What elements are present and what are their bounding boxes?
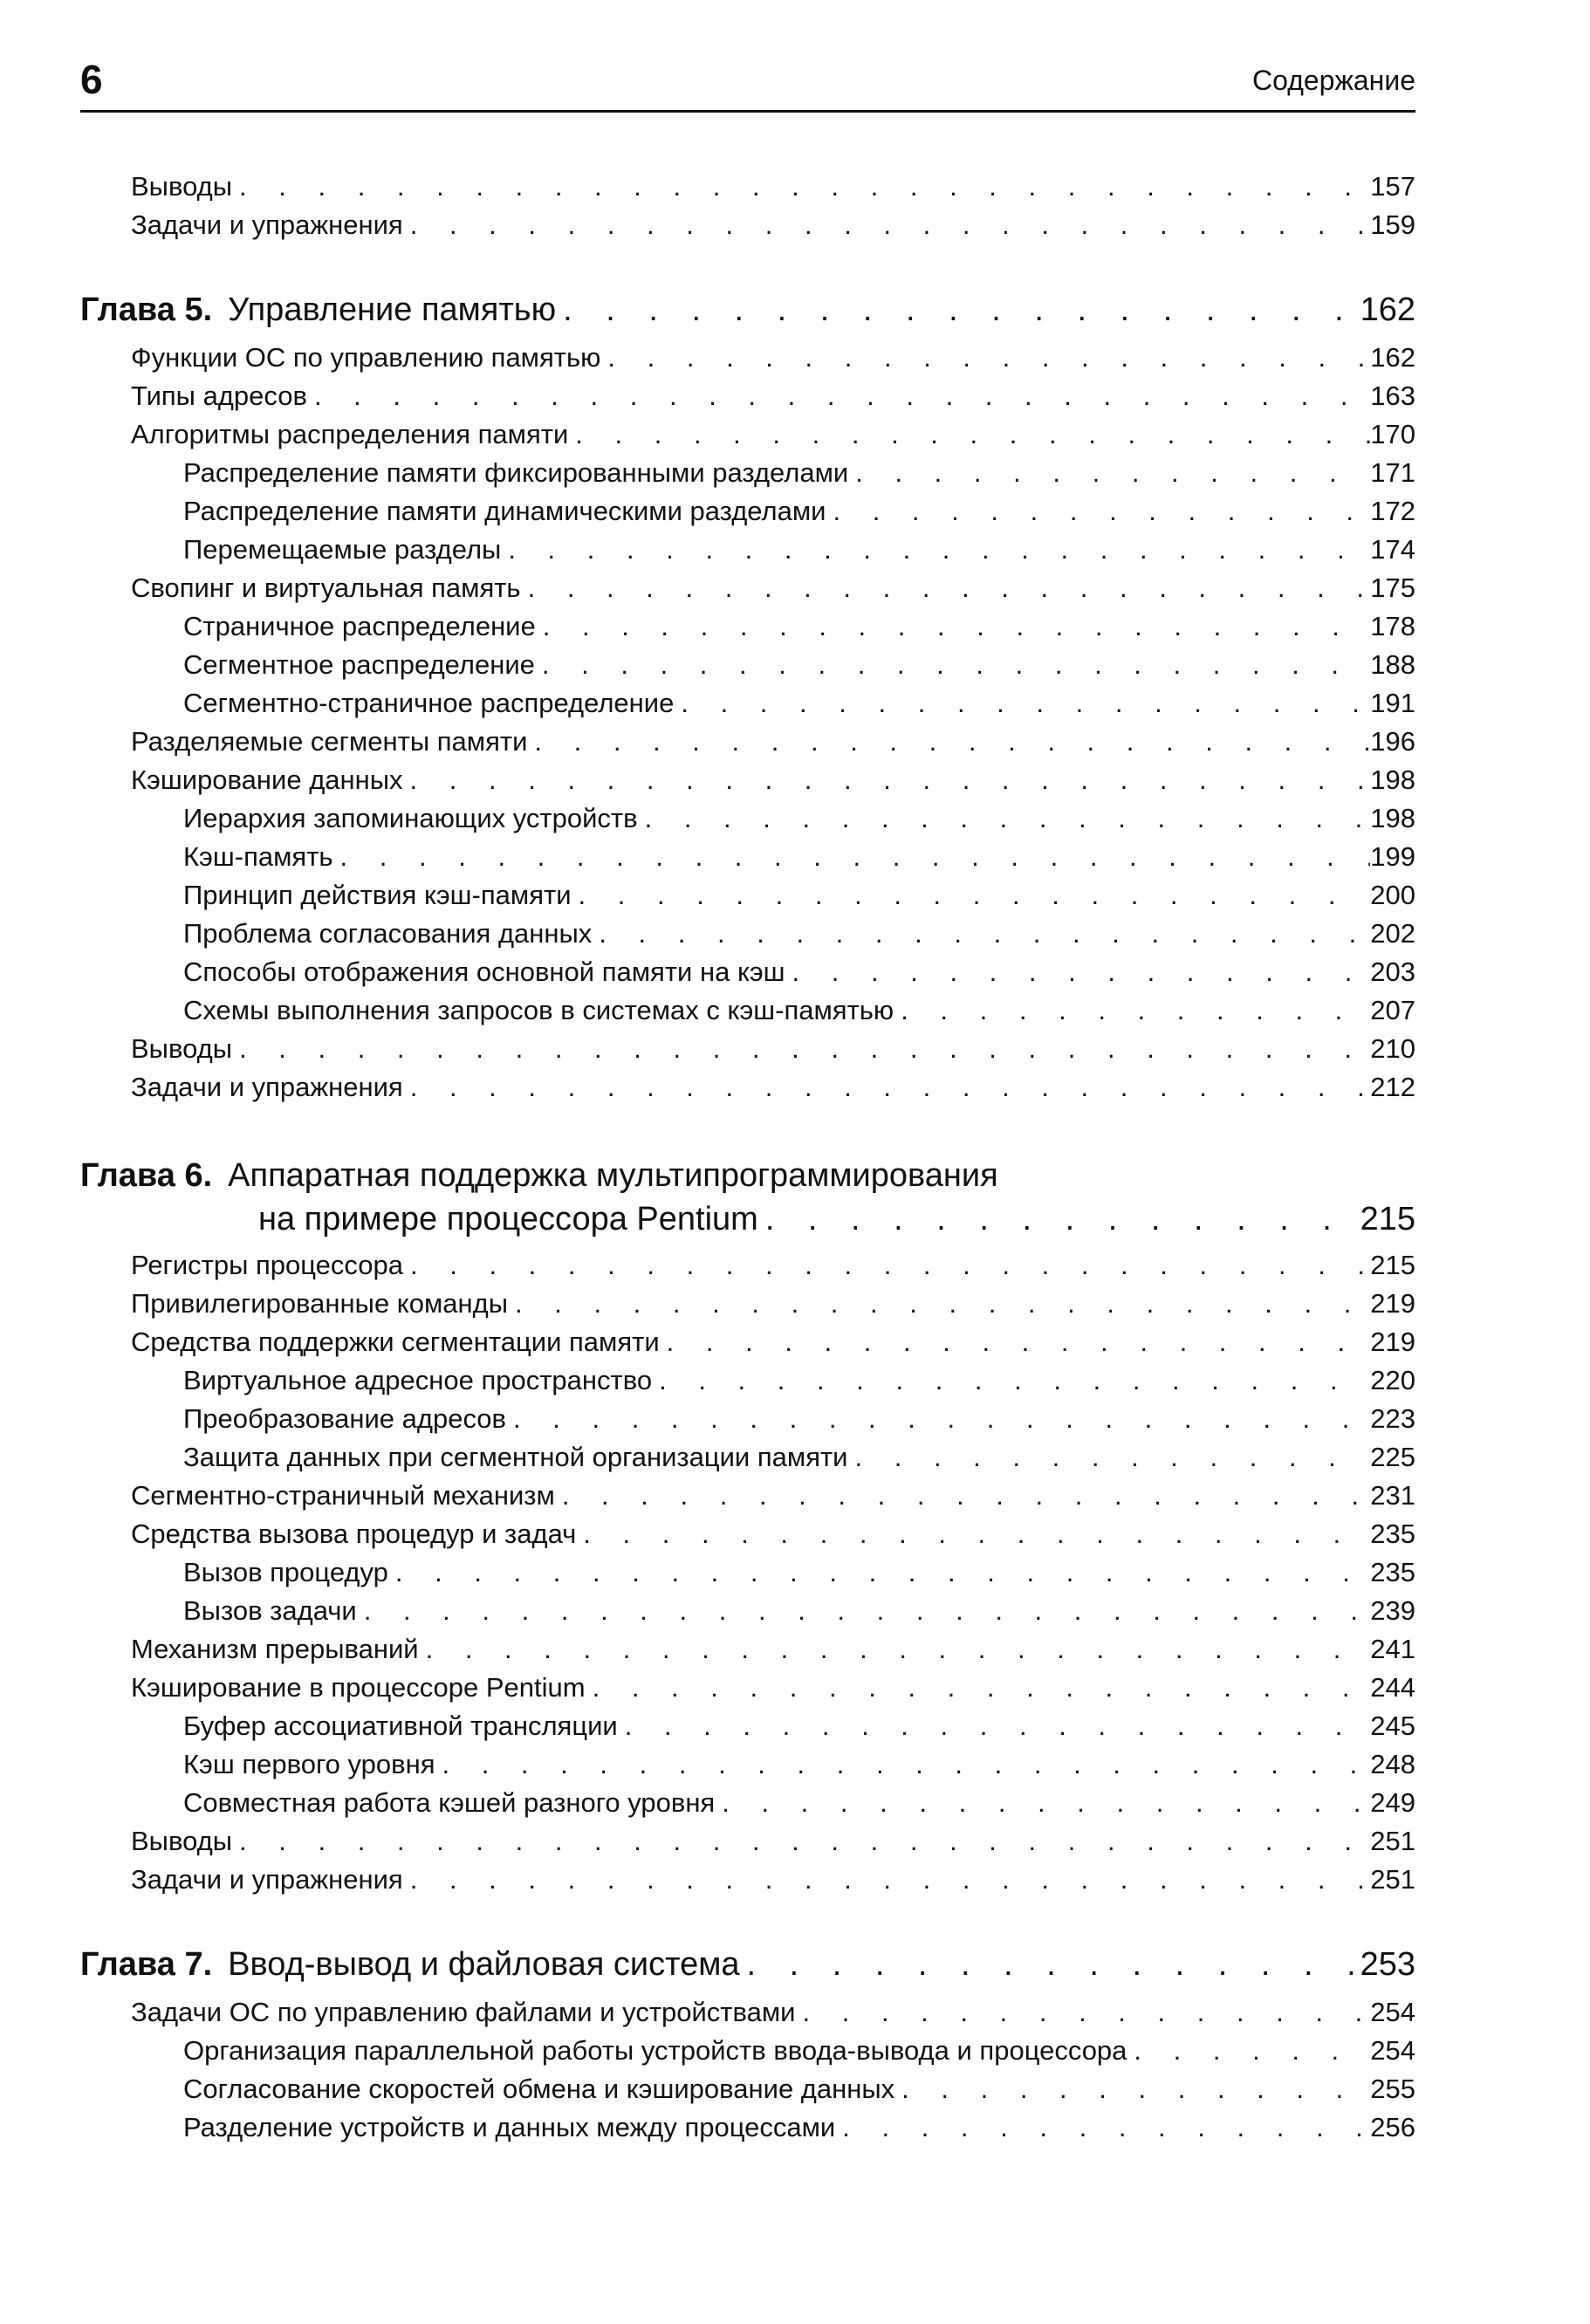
toc-entry-page: 159	[1370, 209, 1415, 240]
toc-entry-page: 235	[1370, 1557, 1415, 1587]
toc-entry-page: 223	[1370, 1403, 1415, 1434]
toc-entry-page: 200	[1370, 880, 1415, 910]
toc-entry-page: 203	[1370, 956, 1415, 987]
toc-entry-title: Разделение устройств и данных между процессами	[183, 2112, 836, 2142]
toc-entry-page: 196	[1370, 726, 1415, 757]
toc-entry-page: 170	[1370, 419, 1415, 449]
toc-subentry	[183, 496, 1415, 527]
toc-entry-title: Задачи ОС по управлению файлами и устройствами	[131, 1997, 796, 2027]
leader-dots	[357, 1595, 1371, 1627]
toc-entry-title: Механизм прерываний	[131, 1634, 419, 1664]
toc-entry-title: Схемы выполнения запросов в системах с кэш-памятью	[183, 995, 894, 1025]
leader-dots	[403, 1250, 1370, 1281]
leader-dots	[618, 1710, 1371, 1742]
toc-entry-title: Проблема согласования данных	[183, 918, 593, 949]
leader-dots	[232, 1826, 1370, 1857]
leader-dots	[527, 726, 1370, 758]
toc-entry	[131, 1518, 1415, 1550]
toc-entry-page: 210	[1370, 1033, 1415, 1064]
toc-entry-title: Кэширование данных	[131, 764, 403, 795]
toc-entry-title: Иерархия запоминающих устройств	[183, 803, 638, 833]
leader-dots	[307, 380, 1370, 412]
toc-entry-title: Задачи и упражнения	[131, 1072, 403, 1102]
toc-entry-title: Функции ОС по управлению памятью	[131, 342, 601, 373]
toc-entry	[131, 1327, 1415, 1358]
chapter-title: Ввод-вывод и файловая система	[228, 1946, 740, 1983]
toc-entry-page: 256	[1370, 2112, 1415, 2142]
toc-entry	[131, 1634, 1415, 1665]
toc-entry-page: 239	[1370, 1595, 1415, 1626]
chapter-label: Глава 6.	[80, 1157, 213, 1194]
leader-dots	[388, 1557, 1370, 1588]
leader-dots	[403, 209, 1371, 241]
toc-entry	[131, 1033, 1415, 1065]
toc-entry-title: Совместная работа кэшей разного уровня	[183, 1787, 716, 1818]
toc-entry-page: 244	[1370, 1672, 1415, 1703]
leader-dots	[568, 419, 1370, 450]
leader-dots	[758, 1201, 1360, 1238]
toc-subentry	[183, 2112, 1415, 2143]
chapter-title: Управление памятью	[228, 291, 557, 328]
toc-entry-title: Разделяемые сегменты памяти	[131, 726, 528, 757]
leader-dots	[739, 1946, 1360, 1984]
leader-dots	[835, 2112, 1370, 2143]
toc-subentry	[183, 457, 1415, 489]
toc-entry-title: Способы отображения основной памяти на кэш	[183, 956, 785, 987]
leader-dots	[419, 1634, 1371, 1665]
running-head	[80, 54, 1415, 113]
toc-entry-page: 248	[1370, 1749, 1415, 1779]
toc-entry	[131, 1480, 1415, 1512]
toc-entry-title: Виртуальное адресное пространство	[183, 1365, 653, 1395]
page-number: 6	[80, 57, 103, 102]
toc-entry-title: Вызов задачи	[183, 1595, 357, 1626]
leader-dots	[652, 1365, 1370, 1396]
toc-entry-title: Алгоритмы распределения памяти	[131, 419, 569, 449]
toc-entry-title: Принцип действия кэш-памяти	[183, 880, 572, 910]
leader-dots	[848, 1442, 1371, 1473]
toc-entry-title: Вызов процедур	[183, 1557, 388, 1587]
leader-dots	[435, 1749, 1370, 1780]
toc-entry	[131, 209, 1415, 241]
leader-dots	[796, 1997, 1371, 2028]
toc-entry-title: Страничное распределение	[183, 611, 536, 641]
toc-entry	[131, 572, 1415, 604]
toc-entry	[131, 380, 1415, 412]
leader-dots	[232, 1033, 1370, 1065]
leader-dots	[715, 1787, 1370, 1819]
chapter-title: Аппаратная поддержка мультипрограммирования	[228, 1157, 998, 1194]
leader-dots	[586, 1672, 1371, 1704]
chapter-page: 253	[1360, 1946, 1415, 1983]
toc-subentry	[183, 611, 1415, 642]
toc-entry-page: 163	[1370, 380, 1415, 411]
toc-entry-page: 175	[1370, 572, 1415, 603]
leader-dots	[660, 1327, 1371, 1358]
toc-entry-page: 235	[1370, 1518, 1415, 1549]
toc-entry-title: Защита данных при сегментной организации памяти	[183, 1442, 848, 1472]
toc-entry-page: 199	[1370, 841, 1415, 872]
chapter-heading	[80, 1946, 1415, 1984]
toc-entry-title: Средства вызова процедур и задач	[131, 1518, 577, 1549]
toc-entry-page: 191	[1370, 688, 1415, 718]
toc-entry-title: Распределение памяти фиксированными разделами	[183, 457, 849, 488]
toc-entry-page: 198	[1370, 803, 1415, 833]
toc-entry-title: Распределение памяти динамическими разделами	[183, 496, 826, 526]
toc-subentry	[183, 1403, 1415, 1435]
leader-dots	[638, 803, 1371, 834]
toc-subentry	[183, 995, 1415, 1026]
toc-entry	[131, 171, 1415, 202]
toc-entry	[131, 1864, 1415, 1896]
toc-entry-title: Задачи и упражнения	[131, 1864, 403, 1895]
chapter-title-continued: на примере процессора Pentium	[258, 1201, 758, 1237]
toc-entry-title: Привилегированные команды	[131, 1288, 508, 1319]
toc-subentry	[183, 1442, 1415, 1473]
chapter-page: 215	[1360, 1201, 1415, 1237]
toc-entry-page: 172	[1370, 496, 1415, 526]
toc-subentry	[183, 1595, 1415, 1627]
toc-entry-page: 241	[1370, 1634, 1415, 1664]
leader-dots	[403, 764, 1371, 796]
leader-dots	[576, 1518, 1370, 1550]
leader-dots	[403, 1072, 1371, 1103]
toc-entry-page: 220	[1370, 1365, 1415, 1395]
leader-dots	[848, 457, 1370, 489]
toc-entry-page: 188	[1370, 649, 1415, 680]
leader-dots	[894, 2074, 1370, 2105]
toc-subentry	[183, 1365, 1415, 1396]
toc-entry-page: 219	[1370, 1327, 1415, 1357]
toc-entry-page: 219	[1370, 1288, 1415, 1319]
leader-dots	[1127, 2035, 1370, 2067]
toc-subentry	[183, 688, 1415, 719]
toc-entry-title: Кэш первого уровня	[183, 1749, 435, 1779]
toc-subentry	[183, 2074, 1415, 2105]
toc-entry-title: Выводы	[131, 1826, 233, 1856]
leader-dots	[894, 995, 1370, 1026]
toc-subentry	[183, 956, 1415, 988]
toc-entry-page: 215	[1370, 1250, 1415, 1280]
toc-subentry	[183, 649, 1415, 681]
toc-entry-page: 162	[1370, 342, 1415, 373]
leader-dots	[333, 841, 1371, 873]
toc-entry-page: 178	[1370, 611, 1415, 641]
toc-entry-page: 174	[1370, 534, 1415, 565]
toc-entry-title: Организация параллельной работы устройств ввода-вывода и процессора	[183, 2035, 1127, 2066]
leader-dots	[506, 1403, 1370, 1435]
toc-entry-page: 249	[1370, 1787, 1415, 1818]
toc-entry-page: 254	[1370, 2035, 1415, 2066]
toc-entry-title: Регистры процессора	[131, 1250, 403, 1280]
toc-subentry	[183, 918, 1415, 949]
toc-entry-page: 198	[1370, 764, 1415, 795]
toc-entry-page: 231	[1370, 1480, 1415, 1511]
toc-entry-page: 212	[1370, 1072, 1415, 1102]
chapter-heading	[80, 291, 1415, 329]
toc-entry-title: Согласование скоростей обмена и кэширование данных	[183, 2074, 895, 2104]
chapter-heading-continuation	[258, 1201, 1415, 1238]
chapter-label: Глава 5.	[80, 291, 213, 328]
toc-entry-page: 251	[1370, 1864, 1415, 1895]
toc-subentry	[183, 2035, 1415, 2067]
chapter-label: Глава 7.	[80, 1946, 213, 1983]
toc-subentry	[183, 534, 1415, 566]
toc-entry-page: 225	[1370, 1442, 1415, 1472]
toc-entry-title: Выводы	[131, 1033, 233, 1064]
toc-entry-title: Свопинг и виртуальная память	[131, 572, 521, 603]
toc-entry-page: 255	[1370, 2074, 1415, 2104]
toc-entry	[131, 419, 1415, 450]
toc-entry-title: Сегментно-страничное распределение	[183, 688, 675, 718]
toc-entry-page: 245	[1370, 1710, 1415, 1741]
toc-entry-page: 254	[1370, 1997, 1415, 2027]
toc-entry-title: Выводы	[131, 171, 233, 202]
toc-entry-page: 202	[1370, 918, 1415, 949]
toc-entry	[131, 1672, 1415, 1704]
toc-entry	[131, 1997, 1415, 2028]
toc-entry-title: Перемещаемые разделы	[183, 534, 502, 565]
leader-dots	[555, 1480, 1370, 1512]
leader-dots	[592, 918, 1370, 949]
section-title: Содержание	[1251, 65, 1415, 96]
leader-dots	[785, 956, 1371, 988]
leader-dots	[403, 1864, 1371, 1896]
toc-subentry	[183, 880, 1415, 911]
toc-entry-page: 157	[1370, 171, 1415, 202]
toc-entry-title: Буфер ассоциативной трансляции	[183, 1710, 618, 1741]
toc-subentry	[183, 841, 1415, 873]
toc-entry-title: Сегментное распределение	[183, 649, 535, 680]
toc-entry	[131, 726, 1415, 758]
leader-dots	[556, 291, 1360, 329]
leader-dots	[501, 534, 1370, 566]
toc-subentry	[183, 1557, 1415, 1588]
toc-entry	[131, 764, 1415, 796]
leader-dots	[572, 880, 1371, 911]
toc-entry-page: 251	[1370, 1826, 1415, 1856]
leader-dots	[535, 649, 1370, 681]
toc-entry-title: Сегментно-страничный механизм	[131, 1480, 555, 1511]
toc-subentry	[183, 1749, 1415, 1780]
leader-dots	[826, 496, 1370, 527]
toc-entry-title: Задачи и упражнения	[131, 209, 403, 240]
toc-entry-title: Кэширование в процессоре Pentium	[131, 1672, 586, 1703]
leader-dots	[508, 1288, 1370, 1320]
toc-entry	[131, 1072, 1415, 1103]
chapter-heading	[80, 1157, 1415, 1195]
toc-subentry	[183, 803, 1415, 834]
toc-subentry	[183, 1710, 1415, 1742]
leader-dots	[232, 171, 1370, 202]
toc-entry	[131, 1288, 1415, 1320]
chapter-page: 162	[1360, 291, 1415, 328]
toc-entry-title: Типы адресов	[131, 380, 307, 411]
toc-entry-title: Средства поддержки сегментации памяти	[131, 1327, 660, 1357]
leader-dots	[536, 611, 1371, 642]
toc-entry-title: Преобразование адресов	[183, 1403, 507, 1434]
toc-entry	[131, 342, 1415, 374]
toc-entry-page: 171	[1370, 457, 1415, 488]
leader-dots	[521, 572, 1371, 604]
toc-entry-title: Кэш-память	[183, 841, 333, 872]
toc-entry	[131, 1826, 1415, 1857]
toc-entry-page: 207	[1370, 995, 1415, 1025]
toc-subentry	[183, 1787, 1415, 1819]
leader-dots	[674, 688, 1370, 719]
leader-dots	[600, 342, 1370, 374]
toc-entry	[131, 1250, 1415, 1281]
